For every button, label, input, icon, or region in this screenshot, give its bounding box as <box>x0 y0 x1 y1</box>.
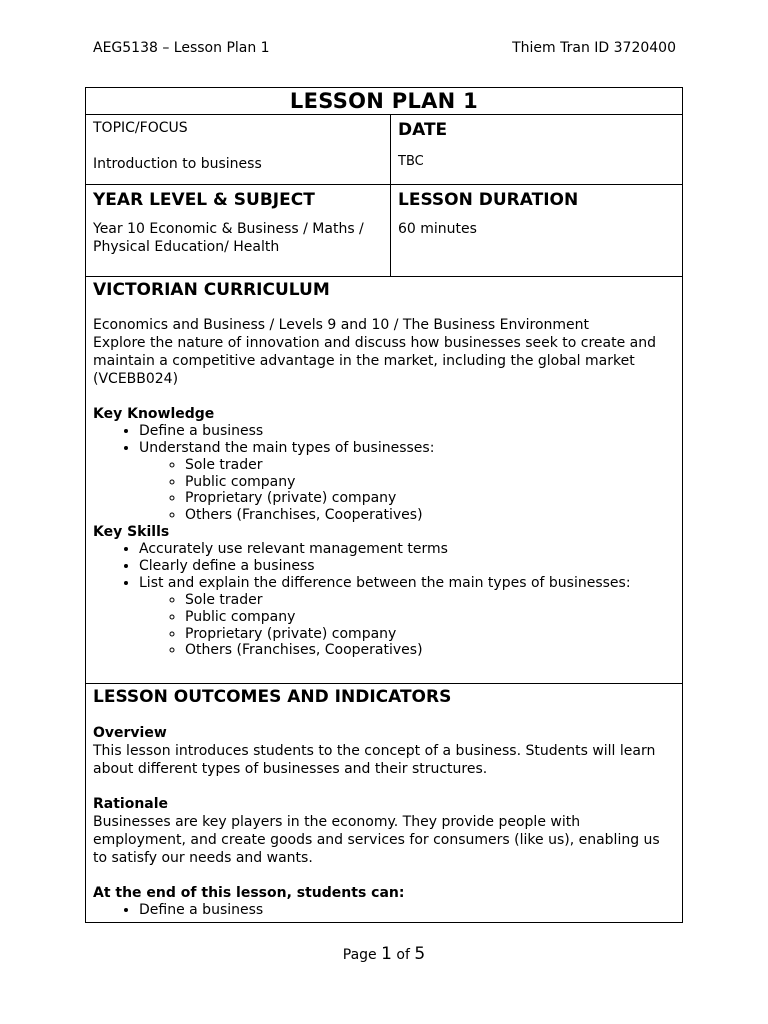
header-course-title: AEG5138 – Lesson Plan 1 <box>93 40 270 56</box>
duration-cell <box>391 185 682 276</box>
list-item: ◦ Public company <box>185 609 675 626</box>
current-page-number: 1 <box>381 944 392 964</box>
topic-cell <box>86 115 391 184</box>
total-pages-number: 5 <box>414 944 426 964</box>
list-item: ◦ Others (Franchises, Cooperatives) <box>185 642 675 659</box>
outcomes-cell <box>86 686 682 922</box>
overview-heading: Overview <box>93 725 167 741</box>
date-value: TBC <box>398 154 424 169</box>
key-skills-list <box>93 541 675 658</box>
topic-value: Introduction to business <box>93 156 262 172</box>
date-cell <box>391 115 682 184</box>
curriculum-line: (VCEBB024) <box>93 371 179 387</box>
date-label: DATE <box>398 120 448 140</box>
business-types-list <box>139 592 675 658</box>
list-item-text: List and explain the difference between the main types of businesses: <box>139 575 631 592</box>
rationale-line: Businesses are key players in the economy. They provide people with <box>93 814 581 830</box>
overview-line: about different types of businesses and their structures. <box>93 761 488 777</box>
curriculum-line: Explore the nature of innovation and discuss how businesses seek to create and <box>93 335 657 351</box>
list-item: ◦ Public company <box>185 474 675 491</box>
year-value-line2: Physical Education/ Health <box>93 239 280 255</box>
list-item: • Define a business <box>139 423 675 440</box>
of-word: of <box>396 947 410 963</box>
list-item: ◦ Proprietary (private) company <box>185 626 675 643</box>
outcomes-heading: LESSON OUTCOMES AND INDICATORS <box>93 687 452 707</box>
page-header <box>93 40 676 60</box>
list-item: ◦ Proprietary (private) company <box>185 490 675 507</box>
year-cell <box>86 185 391 276</box>
key-knowledge-heading: Key Knowledge <box>93 406 215 422</box>
rationale-line: to satisfy our needs and wants. <box>93 850 313 866</box>
topic-label: TOPIC/FOCUS <box>93 120 188 136</box>
list-item: ◦ Sole trader <box>185 592 675 609</box>
year-value-line1: Year 10 Economic & Business / Maths / <box>93 221 364 237</box>
topic-date-row <box>86 115 682 185</box>
list-item-text: Understand the main types of businesses: <box>139 440 435 456</box>
rationale-line: employment, and create goods and services for consumers (like us), enabling us <box>93 832 660 848</box>
lesson-plan-table <box>85 87 683 923</box>
list-item: • Clearly define a business <box>139 558 675 575</box>
rationale-heading: Rationale <box>93 796 169 812</box>
business-types-list <box>139 457 675 523</box>
curriculum-line: maintain a competitive advantage in the market, including the global market <box>93 353 635 369</box>
list-item: ◦ Sole trader <box>185 457 675 474</box>
lesson-plan-title: LESSON PLAN 1 <box>86 88 682 115</box>
outcomes-row <box>86 684 682 922</box>
duration-label: LESSON DURATION <box>398 190 579 210</box>
key-skills-heading: Key Skills <box>93 524 170 541</box>
page-word: Page <box>342 947 377 963</box>
duration-value: 60 minutes <box>398 221 477 237</box>
year-duration-row <box>86 185 682 277</box>
overview-line: This lesson introduces students to the concept of a business. Students will learn <box>93 743 656 759</box>
list-item <box>139 440 675 523</box>
year-label: YEAR LEVEL & SUBJECT <box>93 190 315 210</box>
curriculum-heading: VICTORIAN CURRICULUM <box>93 280 330 300</box>
key-knowledge-list <box>93 423 675 523</box>
curriculum-row <box>86 277 682 684</box>
end-of-lesson-heading: At the end of this lesson, students can: <box>93 885 405 901</box>
list-item: ◦ Others (Franchises, Cooperatives) <box>185 507 675 524</box>
curriculum-cell <box>86 279 682 683</box>
list-item <box>139 575 675 658</box>
list-item: • Define a business <box>139 902 675 919</box>
header-author-id: Thiem Tran ID 3720400 <box>512 40 676 56</box>
end-of-lesson-list <box>93 902 675 919</box>
page-footer <box>0 944 768 964</box>
list-item: • Accurately use relevant management terms <box>139 541 675 558</box>
curriculum-line: Economics and Business / Levels 9 and 10 / The Business Environment <box>93 317 590 333</box>
